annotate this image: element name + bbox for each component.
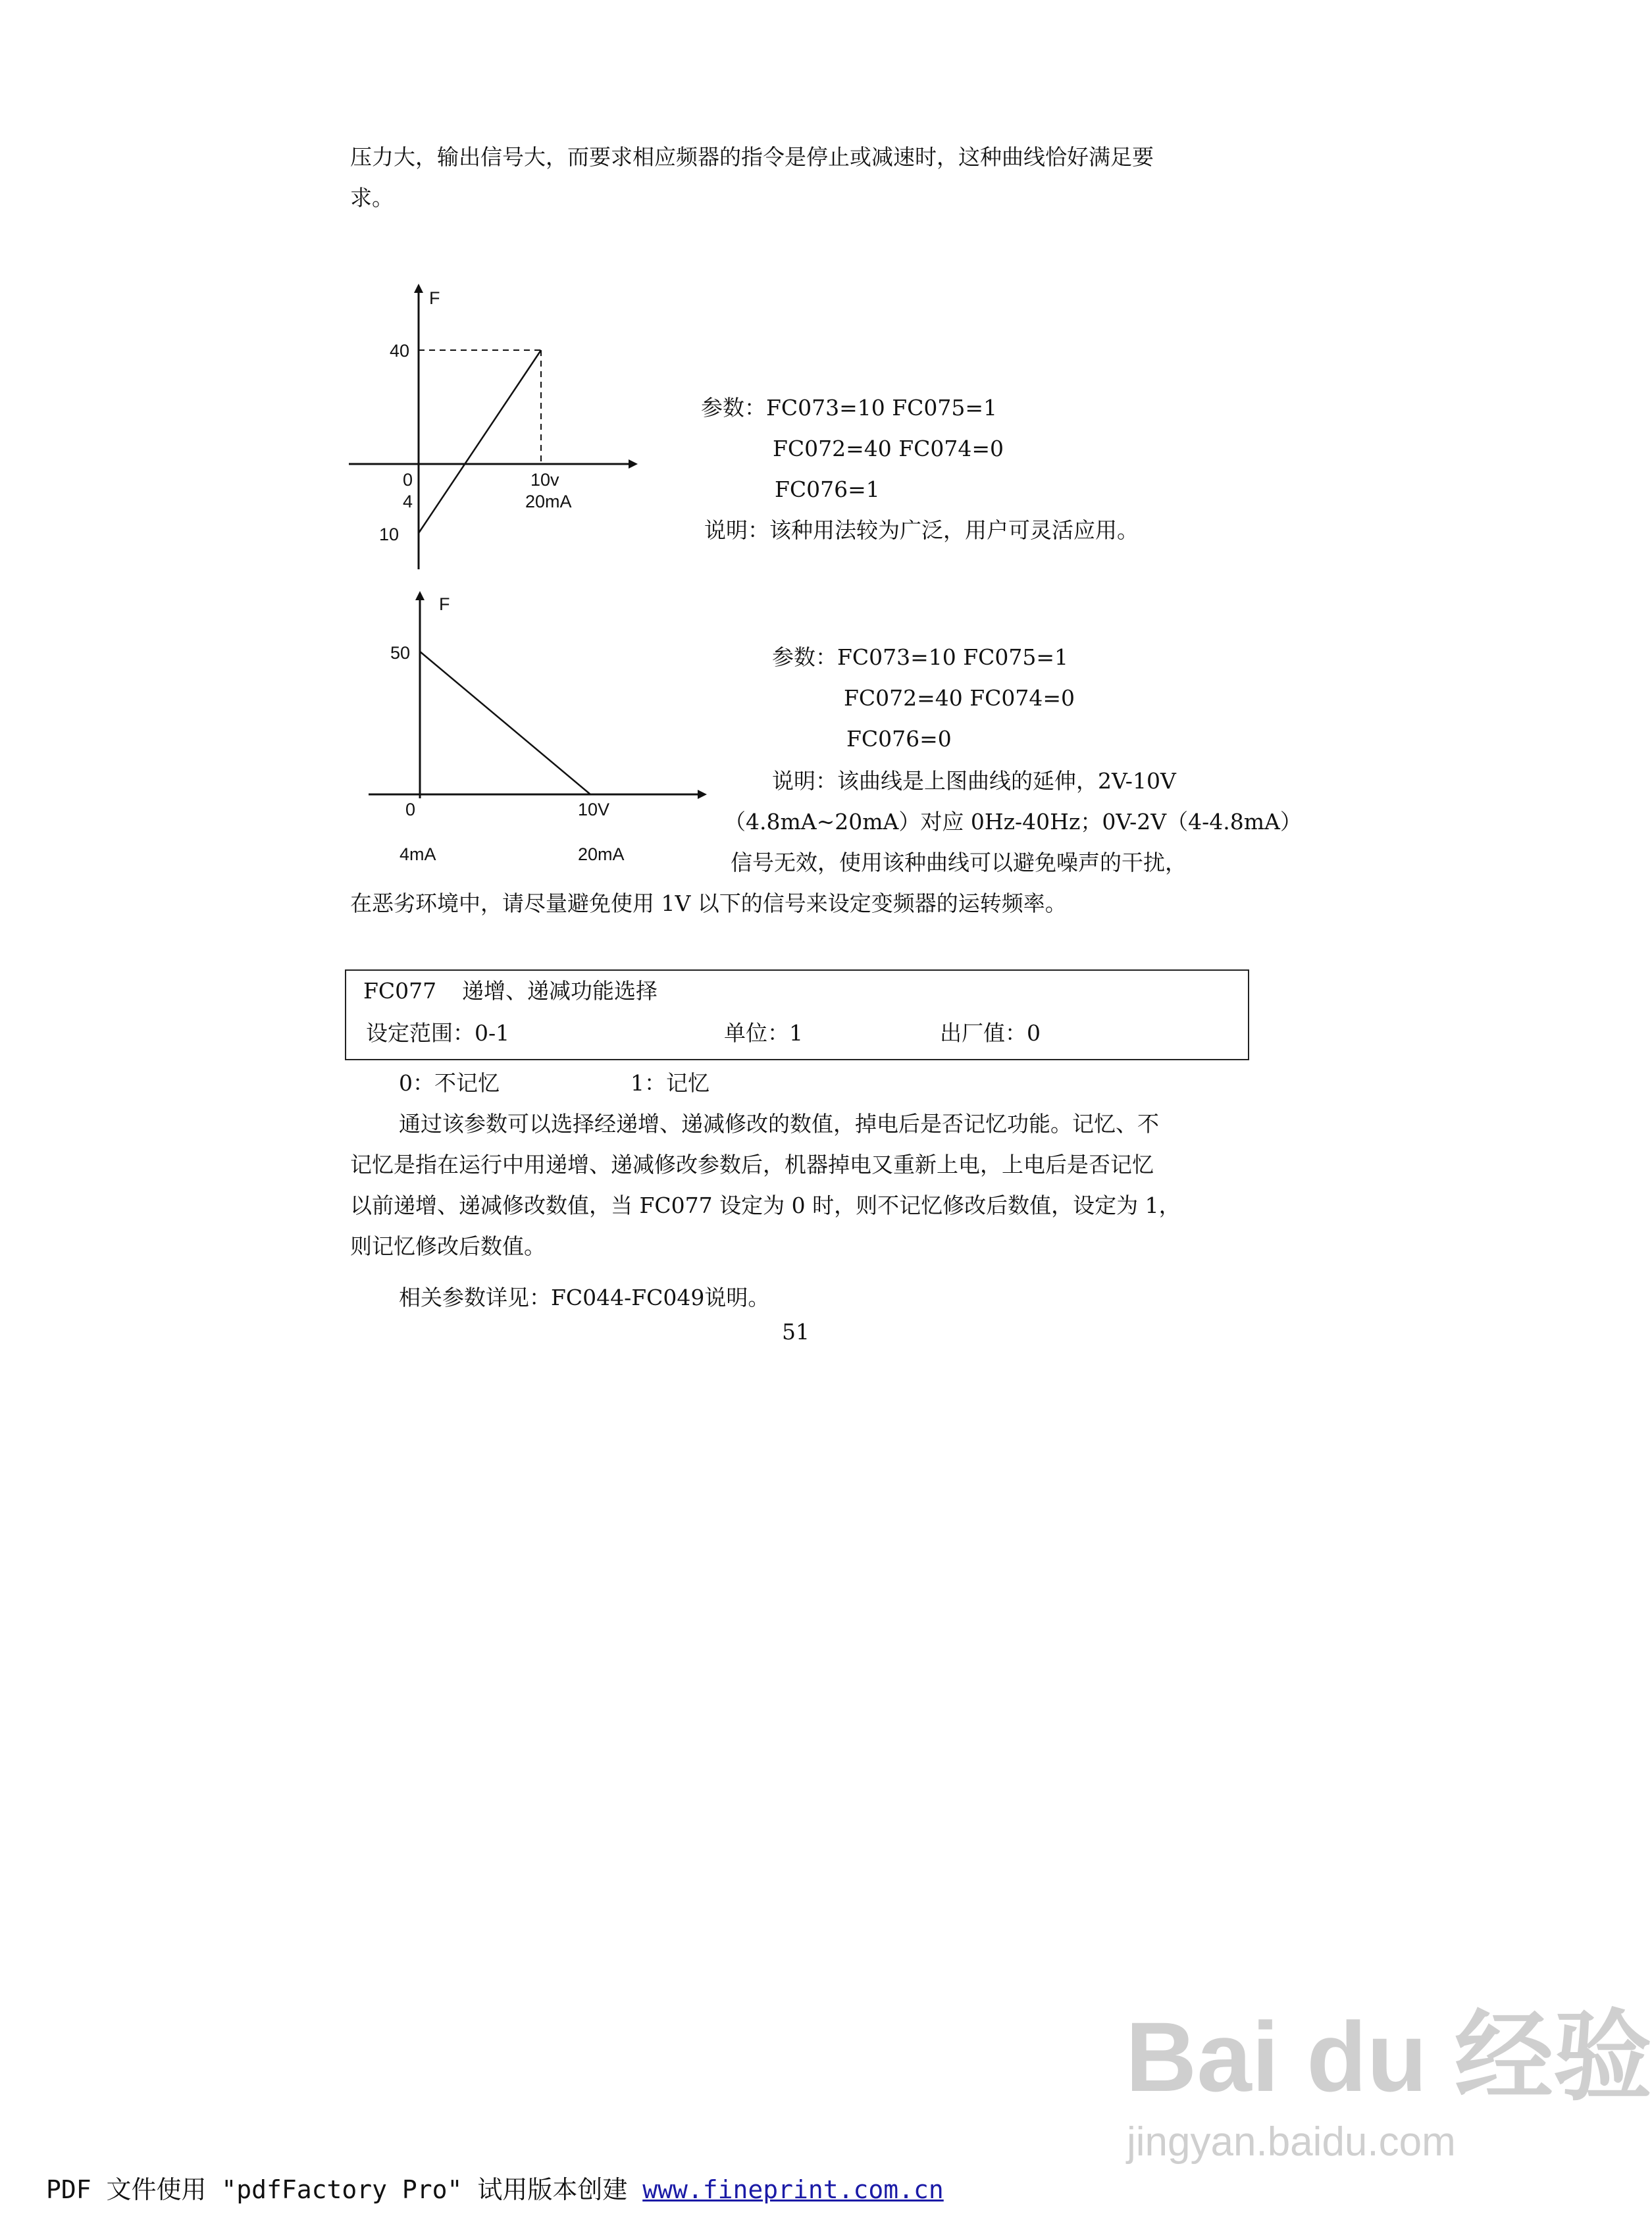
footer-link[interactable]: www.fineprint.com.cn bbox=[642, 2175, 944, 2204]
figure1-tick-4: 4 bbox=[403, 492, 413, 511]
figure2-tick-10V: 10V bbox=[578, 800, 610, 819]
desc-line-4: 则记忆修改后数值。 bbox=[350, 1233, 546, 1259]
figure2-curve bbox=[420, 652, 590, 794]
desc-line-3: 以前递增、递减修改数值，当 FC077 设定为 0 时，则不记忆修改后数值，设定为 1， bbox=[350, 1193, 1181, 1218]
figure2-graph bbox=[359, 589, 708, 879]
watermark-brand: Bai du 经验 bbox=[1125, 2001, 1652, 2112]
figure2-note-4: 在恶劣环境中，请尽量避免使用 1V 以下的信号来设定变频器的运转频率。 bbox=[350, 890, 1067, 916]
related-params: 相关参数详见：FC044-FC049说明。 bbox=[399, 1285, 770, 1310]
param-range: 设定范围：0-1 bbox=[366, 1020, 510, 1046]
figure1-graph bbox=[329, 276, 658, 573]
option-1: 1：记忆 bbox=[631, 1070, 710, 1096]
watermark-url: jingyan.baidu.com bbox=[1127, 2119, 1456, 2165]
footer bbox=[46, 2173, 944, 2206]
figure2-params-1: 参数：FC073=10 FC075=1 bbox=[772, 644, 1069, 670]
figure2-params-3: FC076=0 bbox=[846, 726, 952, 752]
figure1-params-2: FC072=40 FC074=0 bbox=[773, 436, 1004, 461]
figure1-params-3: FC076=1 bbox=[775, 476, 880, 502]
param-default: 出厂值：0 bbox=[940, 1020, 1041, 1046]
figure1-tick-40: 40 bbox=[390, 341, 410, 361]
intro-line-1: 压力大，输出信号大，而要求相应频器的指令是停止或减速时，这种曲线恰好满足要 bbox=[350, 144, 1154, 170]
figure2-y-label: F bbox=[439, 594, 450, 614]
figure2-tick-0: 0 bbox=[405, 800, 416, 819]
figure1-note: 说明：该种用法较为广泛，用户可灵活应用。 bbox=[704, 517, 1139, 543]
figure2-tick-4mA: 4mA bbox=[400, 844, 436, 864]
param-code: FC077 bbox=[363, 978, 437, 1004]
page-number: 51 bbox=[782, 1319, 810, 1345]
option-0: 0：不记忆 bbox=[399, 1070, 500, 1096]
intro-line-2: 求。 bbox=[350, 185, 394, 211]
figure2-tick-50: 50 bbox=[390, 643, 411, 663]
desc-line-1: 通过该参数可以选择经递增、递减修改的数值，掉电后是否记忆功能。记忆、不 bbox=[399, 1111, 1159, 1137]
figure1-tick-0: 0 bbox=[403, 470, 413, 490]
figure2-params-2: FC072=40 FC074=0 bbox=[844, 685, 1075, 711]
param-unit: 单位：1 bbox=[724, 1020, 803, 1046]
footer-text: PDF 文件使用 "pdfFactory Pro" 试用版本创建 bbox=[46, 2175, 643, 2204]
figure1-tick-10v: 10v bbox=[530, 470, 559, 490]
figure1-curve bbox=[419, 350, 541, 533]
figure1-y-label: F bbox=[429, 288, 440, 308]
param-title: 递增、递减功能选择 bbox=[462, 978, 658, 1004]
figure2-note-3: 信号无效，使用该种曲线可以避免噪声的干扰， bbox=[731, 850, 1187, 875]
param-box bbox=[345, 969, 1249, 1060]
figure2-note-1: 说明：该曲线是上图曲线的延伸，2V-10V bbox=[772, 768, 1176, 794]
figure2-note-2: （4.8mA~20mA）对应 0Hz-40Hz；0V-2V（4-4.8mA） bbox=[724, 809, 1302, 835]
figure1-params-1: 参数：FC073=10 FC075=1 bbox=[701, 395, 998, 421]
figure1-tick-10: 10 bbox=[379, 525, 400, 544]
desc-line-2: 记忆是指在运行中用递增、递减修改参数后，机器掉电又重新上电，上电后是否记忆 bbox=[350, 1152, 1154, 1177]
figure2-tick-20mA: 20mA bbox=[578, 844, 625, 864]
figure1-tick-20mA: 20mA bbox=[525, 492, 572, 511]
